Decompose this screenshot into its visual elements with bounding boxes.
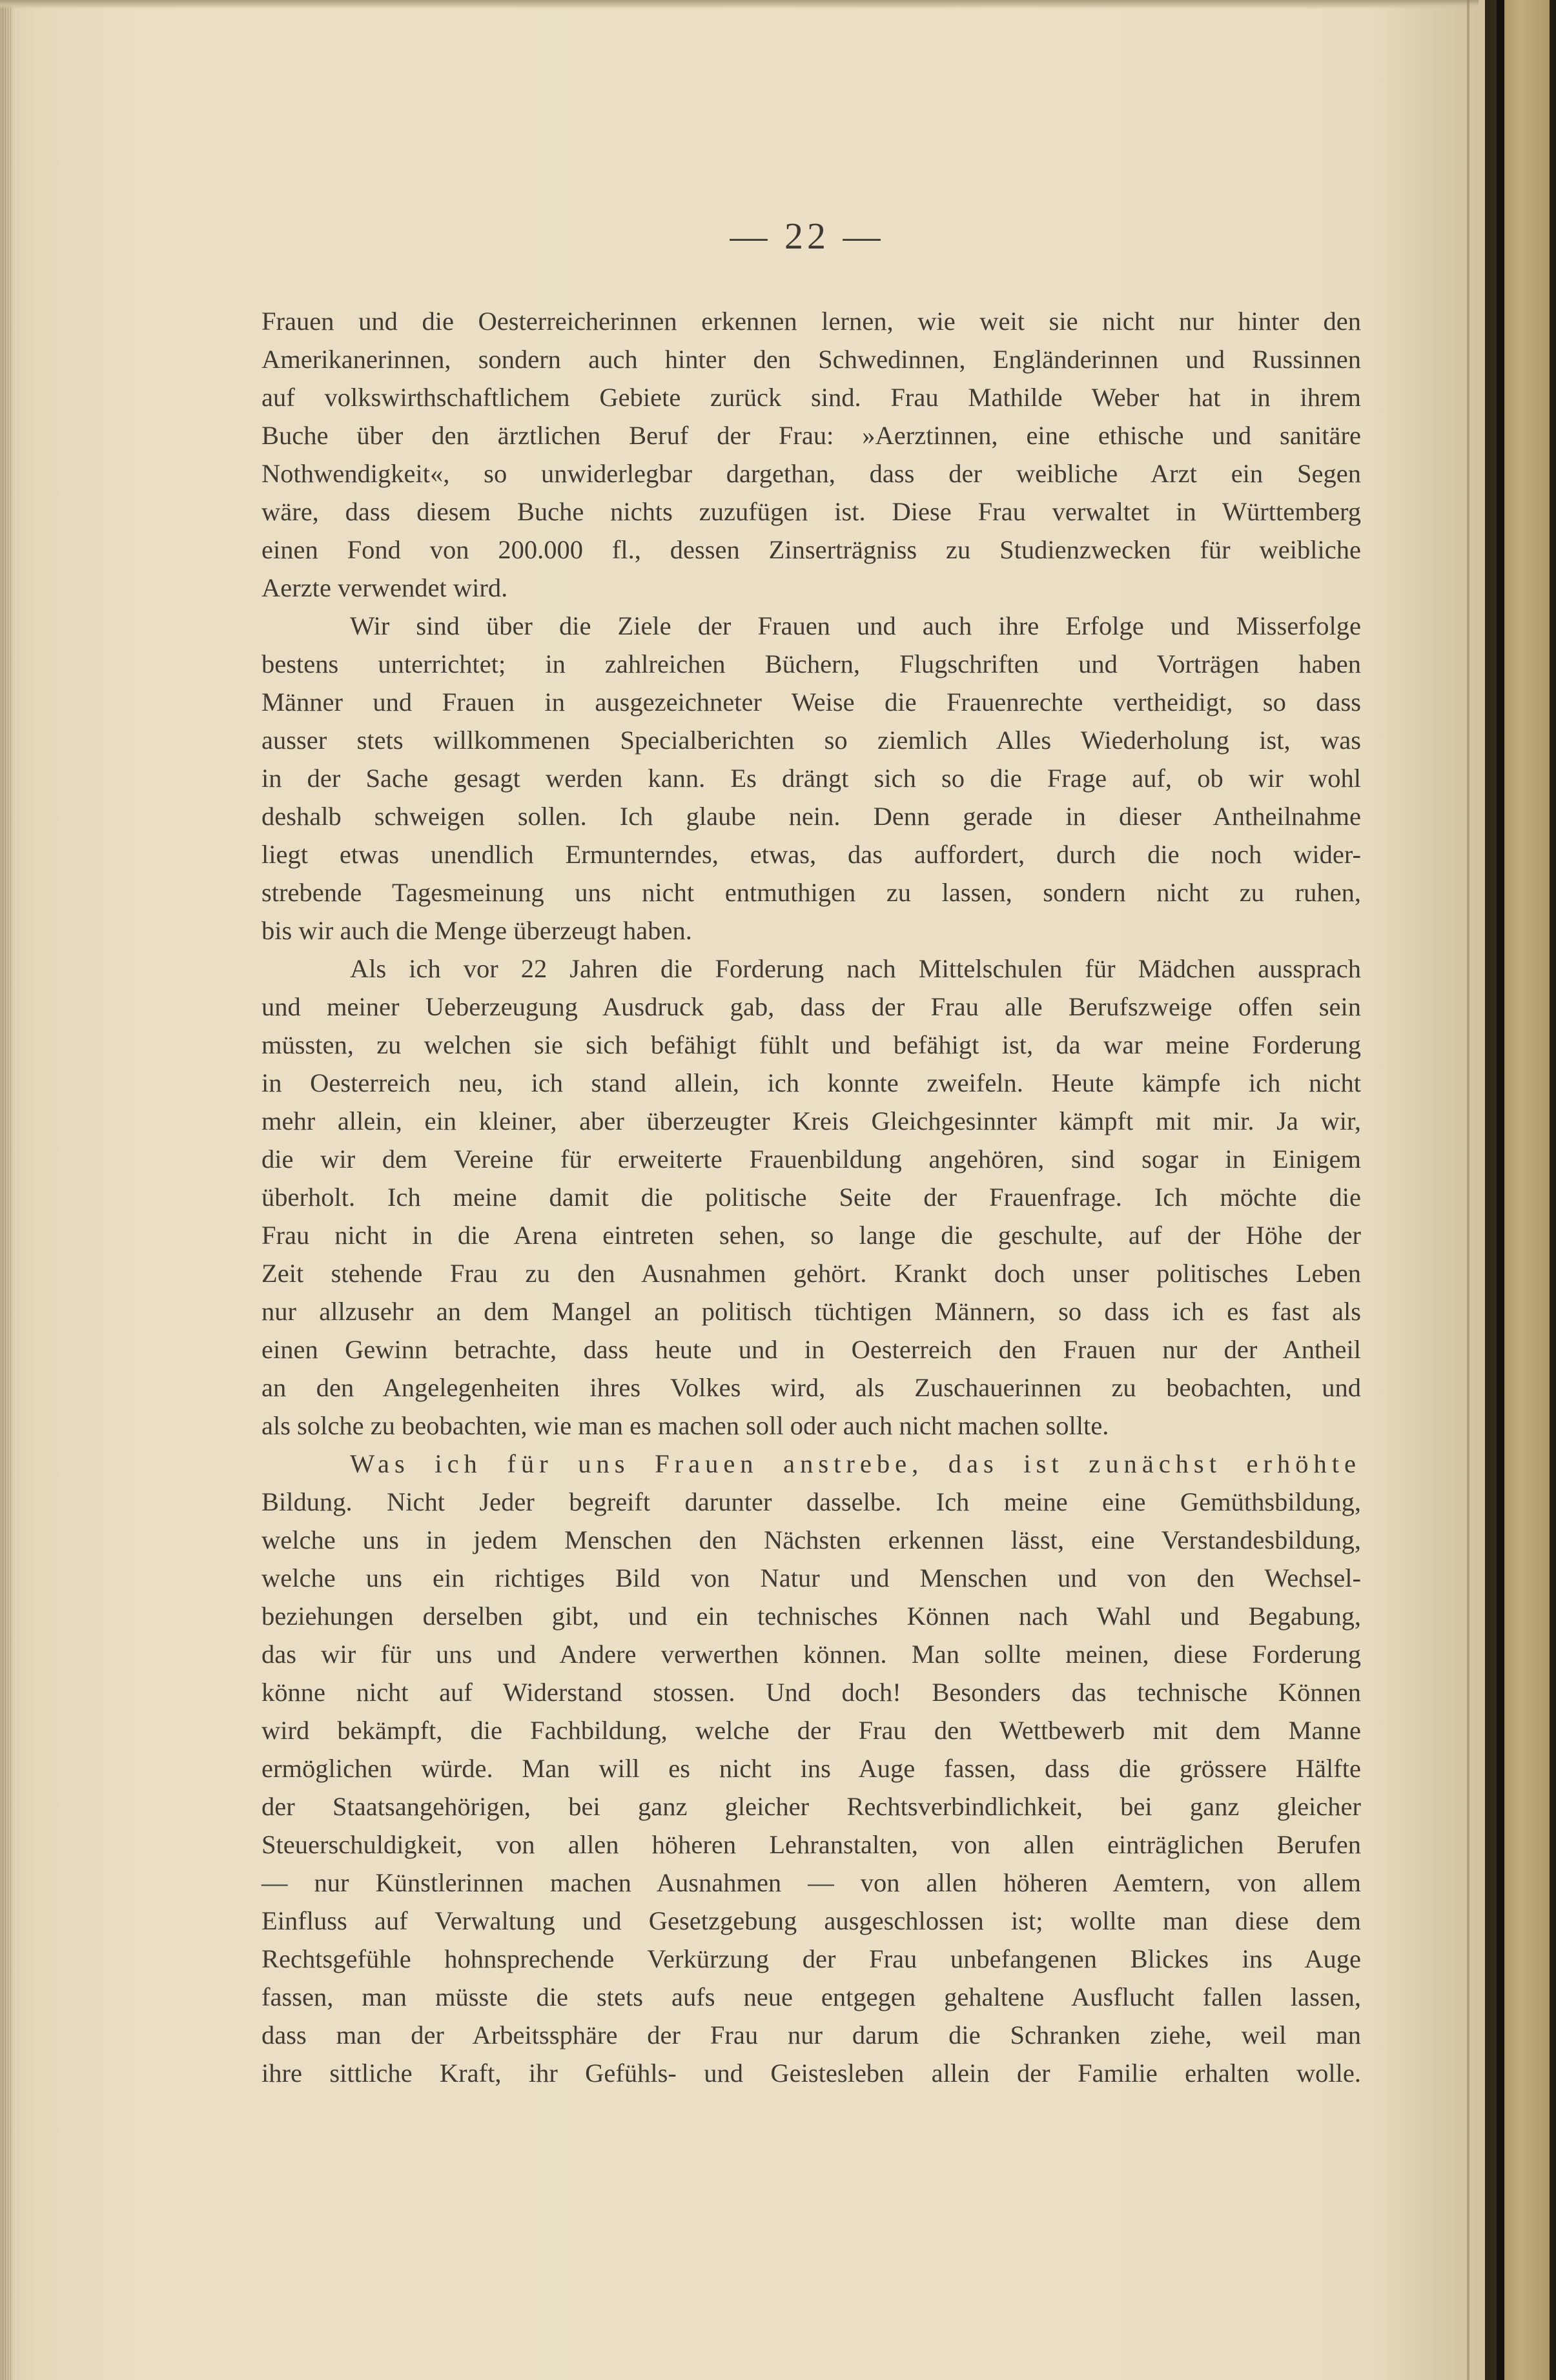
text-line: einen Gewinn betrachte, dass heute und in Oesterreich den Frauen nur der Antheil	[261, 1335, 1361, 1364]
text-line: als solche zu beobachten, wie man es machen soll oder auch nicht machen sollte.	[261, 1411, 1109, 1440]
paragraph	[261, 950, 1361, 1445]
top-page-edge	[0, 0, 1479, 9]
body-text	[261, 302, 1361, 2092]
text-line: bestens unterrichtet; in zahlreichen Büchern, Flugschriften und Vorträgen haben	[261, 649, 1361, 678]
page-number: — 22 —	[730, 215, 885, 257]
text-line: Als ich vor 22 Jahren die Forderung nach Mittelschulen für Mädchen aussprach	[350, 954, 1361, 983]
text-line: Amerikanerinnen, sondern auch hinter den Schwedinnen, Engländerinnen und Russinnen	[261, 345, 1361, 374]
text-line: welche uns ein richtiges Bild von Natur und Menschen und von den Wechsel-	[261, 1563, 1361, 1592]
text-line: in Oesterreich neu, ich stand allein, ich konnte zweifeln. Heute kämpfe ich nicht	[261, 1068, 1361, 1097]
text-line: Frau nicht in die Arena eintreten sehen, so lange die geschulte, auf der Höhe der	[261, 1221, 1361, 1250]
text-line: liegt etwas unendlich Ermunterndes, etwas, das auffordert, durch die noch wider-	[261, 840, 1361, 869]
text-line: einen Fond von 200.000 fl., dessen Zinserträgniss zu Studienzwecken für weibliche	[261, 535, 1361, 564]
text-line: Einfluss auf Verwaltung und Gesetzgebung ausgeschlossen ist; wollte man diese dem	[261, 1906, 1361, 1935]
text-line: in der Sache gesagt werden kann. Es drängt sich so die Frage auf, ob wir wohl	[261, 764, 1361, 793]
text-line: Nothwendigkeit«, so unwiderlegbar dargethan, dass der weibliche Arzt ein Segen	[261, 459, 1361, 488]
text-line: der Staatsangehörigen, bei ganz gleicher Rechtsverbindlichkeit, bei ganz gleicher	[261, 1792, 1361, 1821]
text-line: Steuerschuldigkeit, von allen höheren Lehranstalten, von allen einträglichen Berufen	[261, 1830, 1361, 1859]
text-line: könne nicht auf Widerstand stossen. Und doch! Besonders das technische Können	[261, 1678, 1361, 1707]
text-line: strebende Tagesmeinung uns nicht entmuthigen zu lassen, sondern nicht zu ruhen,	[261, 878, 1361, 907]
paragraph	[261, 302, 1361, 607]
text-line: — nur Künstlerinnen machen Ausnahmen — von allen höheren Aemtern, von allem	[261, 1868, 1361, 1897]
next-page-edge	[1504, 0, 1550, 2380]
text-line: beziehungen derselben gibt, und ein technisches Können nach Wahl und Begabung,	[261, 1602, 1361, 1631]
text-line: Männer und Frauen in ausgezeichneter Weise die Frauenrechte vertheidigt, so dass	[261, 687, 1361, 717]
paragraph	[261, 1445, 1361, 2092]
text-line: Rechtsgefühle hohnsprechende Verkürzung der Frau unbefangenen Blickes ins Auge	[261, 1944, 1361, 1973]
text-line: und meiner Ueberzeugung Ausdruck gab, dass der Frau alle Berufszweige offen sein	[261, 992, 1361, 1021]
text-line: Aerzte verwendet wird.	[261, 573, 508, 602]
text-line: ausser stets willkommenen Specialberichten so ziemlich Alles Wiederholung ist, was	[261, 726, 1361, 755]
text-line: Bildung. Nicht Jeder begreift darunter dasselbe. Ich meine eine Gemüthsbildung,	[261, 1487, 1361, 1516]
paragraph	[261, 607, 1361, 950]
text-line: das wir für uns und Andere verwerthen können. Man sollte meinen, diese Forderung	[261, 1640, 1361, 1669]
text-line-emphasized: Was ich für uns Frauen anstrebe, das ist zunächst erhöhte	[350, 1449, 1361, 1478]
text-line: die wir dem Vereine für erweiterte Frauenbildung angehören, sind sogar in Einigem	[261, 1144, 1361, 1174]
left-page-stack-lines	[3, 0, 12, 2380]
page-fold-line	[1467, 0, 1469, 2380]
text-line: wird bekämpft, die Fachbildung, welche der Frau den Wettbewerb mit dem Manne	[261, 1716, 1361, 1745]
text-line: welche uns in jedem Menschen den Nächsten erkennen lässt, eine Verstandesbildung,	[261, 1525, 1361, 1554]
text-line: überholt. Ich meine damit die politische Seite der Frauenfrage. Ich möchte die	[261, 1183, 1361, 1212]
text-line: nur allzusehr an dem Mangel an politisch tüchtigen Männern, so dass ich es fast als	[261, 1297, 1361, 1326]
text-line: bis wir auch die Menge überzeugt haben.	[261, 916, 692, 945]
text-line: Frauen und die Oesterreicherinnen erkennen lernen, wie weit sie nicht nur hinter den	[261, 307, 1361, 336]
text-line: müssten, zu welchen sie sich befähigt fühlt und befähigt ist, da war meine Forderung	[261, 1030, 1361, 1059]
text-line: ihre sittliche Kraft, ihr Gefühls- und Geistesleben allein der Familie erhalten wolle.	[261, 2059, 1361, 2088]
text-line: wäre, dass diesem Buche nichts zuzufügen ist. Diese Frau verwaltet in Württemberg	[261, 497, 1361, 526]
text-line: Zeit stehende Frau zu den Ausnahmen gehört. Krankt doch unser politisches Leben	[261, 1259, 1361, 1288]
text-line: auf volkswirthschaftlichem Gebiete zurück sind. Frau Mathilde Weber hat in ihrem	[261, 383, 1361, 412]
text-line: ermöglichen würde. Man will es nicht ins Auge fassen, dass die grössere Hälfte	[261, 1754, 1361, 1783]
text-line: Buche über den ärztlichen Beruf der Frau: »Aerztinnen, eine ethische und sanitäre	[261, 421, 1361, 450]
text-line: fassen, man müsste die stets aufs neue entgegen gehaltene Ausflucht fallen lassen,	[261, 1982, 1361, 2011]
text-line: Wir sind über die Ziele der Frauen und auch ihre Erfolge und Misserfolge	[350, 611, 1361, 640]
text-line: an den Angelegenheiten ihres Volkes wird, als Zuschauerinnen zu beobachten, und	[261, 1373, 1361, 1402]
text-line: deshalb schweigen sollen. Ich glaube nein. Denn gerade in dieser Antheilnahme	[261, 802, 1361, 831]
text-line: mehr allein, ein kleiner, aber überzeugter Kreis Gleichgesinnter kämpft mit mir. Ja wir,	[261, 1106, 1361, 1135]
text-line: dass man der Arbeitssphäre der Frau nur darum die Schranken ziehe, weil man	[261, 2020, 1361, 2049]
